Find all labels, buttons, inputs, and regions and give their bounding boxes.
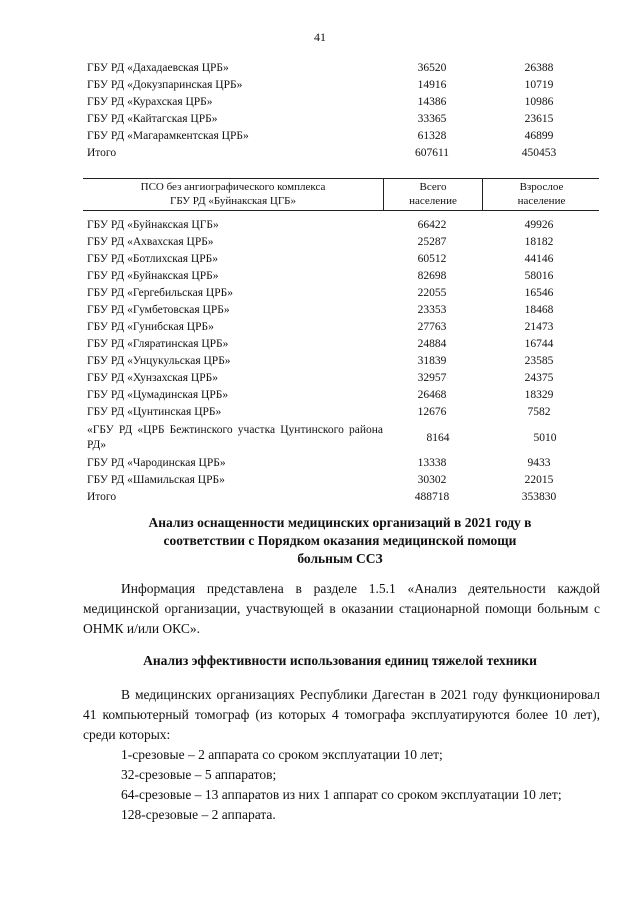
table-total-row: [87, 145, 597, 162]
adult-population: 16744: [524, 338, 554, 350]
org-name: ГБУ РД «Гунибская ЦРБ»: [87, 321, 214, 333]
org-name: ГБУ РД «Курахская ЦРБ»: [87, 96, 213, 108]
table-row: [87, 472, 597, 489]
total-population: 33365: [417, 113, 447, 125]
table-row: [87, 111, 597, 128]
org-name: ГБУ РД «Буйнакская ЦГБ»: [87, 219, 219, 231]
header-column-pso: ПСО без ангиографического комплекса ГБУ РД «Буйнакская ЦГБ»: [140, 181, 326, 207]
total-label: Итого: [87, 147, 117, 159]
list-item: 1-срезовые – 2 аппарата со сроком эксплуатации 10 лет;: [121, 747, 443, 762]
total-population: 13338: [417, 457, 447, 469]
adult-population: 26388: [524, 62, 554, 74]
table-row: [87, 268, 597, 285]
org-name: ГБУ РД «Цунтинская ЦРБ»: [87, 406, 222, 418]
adult-population: 23615: [524, 113, 554, 125]
tomograph-list: [83, 745, 600, 825]
adult-population: 22015: [524, 474, 554, 486]
table-row: [87, 128, 597, 145]
total-population: 26468: [417, 389, 447, 401]
table-row: [87, 94, 597, 111]
total-population: 36520: [417, 62, 447, 74]
org-name: ГБУ РД «Магарамкентская ЦРБ»: [87, 130, 249, 142]
total-population: 22055: [417, 287, 447, 299]
table-row: [87, 387, 597, 404]
org-name: ГБУ РД «Хунзахская ЦРБ»: [87, 372, 218, 384]
adult-population: 23585: [524, 355, 554, 367]
adult-population: 24375: [524, 372, 554, 384]
list-item: 128-срезовые – 2 аппарата.: [121, 807, 276, 822]
org-name: ГБУ РД «Гумбетовская ЦРБ»: [87, 304, 230, 316]
header-column-adult: Взрослое население: [482, 179, 600, 210]
table-header: [83, 178, 599, 211]
section-heading-equipment: Анализ оснащенности медицинских организаций в 2021 году в соответствии с Порядком оказания медицинской помощи больным ССЗ: [148, 515, 532, 566]
total-population: 61328: [417, 130, 447, 142]
table-row: [87, 234, 597, 251]
table-row: [87, 370, 597, 387]
bottom-table: [87, 217, 597, 506]
adult-population: 58016: [524, 270, 554, 282]
org-name: ГБУ РД «Ботлихская ЦРБ»: [87, 253, 218, 265]
total-population: 12676: [417, 406, 447, 418]
list-item: 32-срезовые – 5 аппаратов;: [121, 767, 277, 782]
adult-population: 7582: [527, 406, 551, 418]
table-row: [87, 217, 597, 234]
total-population: 24884: [417, 338, 447, 350]
total-population: 14916: [417, 79, 447, 91]
table-row: [87, 455, 597, 472]
table-row: [87, 404, 597, 421]
total-population: 25287: [417, 236, 447, 248]
header-column-total: Всего население: [383, 179, 482, 210]
total-population: 488718: [414, 491, 450, 503]
total-population: 82698: [417, 270, 447, 282]
org-name: ГБУ РД «Цумадинская ЦРБ»: [87, 389, 229, 401]
org-name: «ГБУ РД «ЦРБ Бежтинского участка Цунтинского района РД»: [87, 424, 383, 451]
paragraph-info: Информация представлена в разделе 1.5.1 «Анализ деятельности каждой медицинской организации, участвующей в оказании стационарной помощи больным с ОНМК и/или ОКС».: [83, 581, 600, 636]
paragraph-tomographs: В медицинских организациях Республики Дагестан в 2021 году функционировал 41 компьютерный томограф (из которых 4 томографа эксплуатируются более 10 лет), среди которых:: [83, 687, 600, 742]
table-total-row: [87, 489, 597, 506]
total-population: 30302: [417, 474, 447, 486]
table-row: [87, 353, 597, 370]
org-name: ГБУ РД «Докузпаринская ЦРБ»: [87, 79, 243, 91]
adult-population: 16546: [524, 287, 554, 299]
list-item: 64-срезовые – 13 аппаратов из них 1 аппарат со сроком эксплуатации 10 лет;: [121, 787, 562, 802]
table-row: [87, 251, 597, 268]
total-population: 8164: [426, 431, 450, 444]
org-name: ГБУ РД «Шамильская ЦРБ»: [87, 474, 225, 486]
total-population: 23353: [417, 304, 447, 316]
org-name: ГБУ РД «Гергебильская ЦРБ»: [87, 287, 233, 299]
adult-population: 10719: [524, 79, 554, 91]
top-table: [87, 60, 597, 162]
adult-population: 353830: [521, 491, 557, 503]
adult-population: 21473: [524, 321, 554, 333]
adult-population: 18468: [524, 304, 554, 316]
org-name: ГБУ РД «Буйнакская ЦРБ»: [87, 270, 219, 282]
total-population: 32957: [417, 372, 447, 384]
org-name: ГБУ РД «Унцукульская ЦРБ»: [87, 355, 231, 367]
adult-population: 18329: [524, 389, 554, 401]
adult-population: 18182: [524, 236, 554, 248]
adult-population: 10986: [524, 96, 554, 108]
total-population: 607611: [414, 147, 450, 159]
adult-population: 5010: [533, 431, 557, 444]
org-name: ГБУ РД «Гляратинская ЦРБ»: [87, 338, 229, 350]
total-label: Итого: [87, 491, 117, 503]
total-population: 27763: [417, 321, 447, 333]
table-row: [87, 319, 597, 336]
total-population: 60512: [417, 253, 447, 265]
total-population: 66422: [417, 219, 447, 231]
table-row: [87, 421, 597, 455]
adult-population: 46899: [524, 130, 554, 142]
org-name: ГБУ РД «Ахвахская ЦРБ»: [87, 236, 214, 248]
adult-population: 49926: [524, 219, 554, 231]
org-name: ГБУ РД «Кайтагская ЦРБ»: [87, 113, 218, 125]
adult-population: 450453: [521, 147, 557, 159]
section-heading-efficiency: Анализ эффективности использования единиц тяжелой техники: [143, 653, 537, 668]
total-population: 14386: [417, 96, 447, 108]
table-row: [87, 60, 597, 77]
table-row: [87, 302, 597, 319]
adult-population: 9433: [527, 457, 551, 469]
table-row: [87, 285, 597, 302]
page-number: 41: [314, 30, 326, 44]
table-row: [87, 336, 597, 353]
total-population: 31839: [417, 355, 447, 367]
table-row: [87, 77, 597, 94]
org-name: ГБУ РД «Чародинская ЦРБ»: [87, 457, 226, 469]
org-name: ГБУ РД «Дахадаевская ЦРБ»: [87, 62, 229, 74]
adult-population: 44146: [524, 253, 554, 265]
